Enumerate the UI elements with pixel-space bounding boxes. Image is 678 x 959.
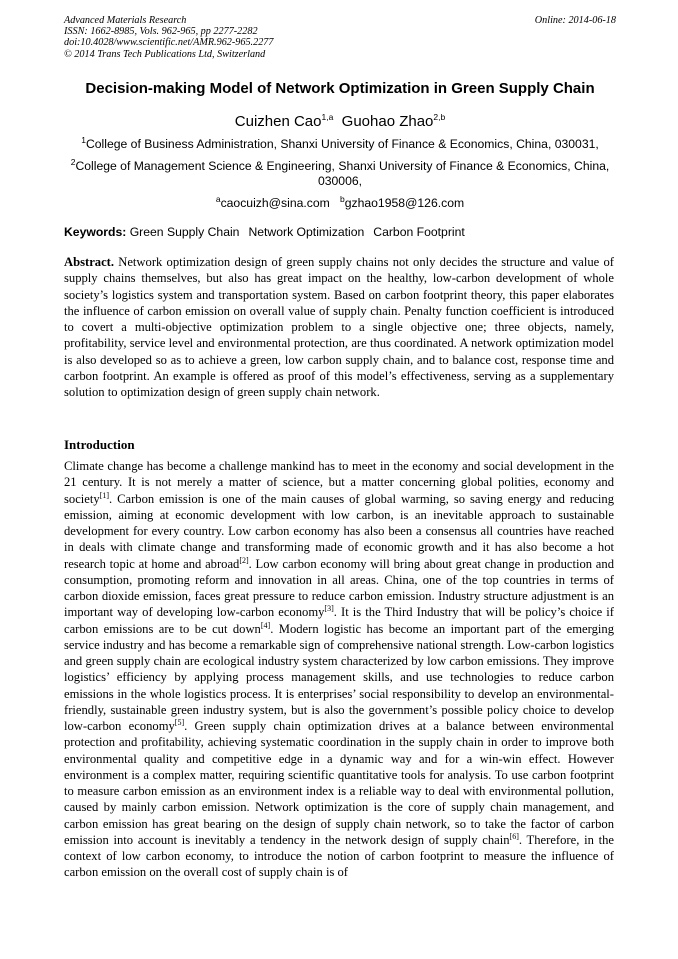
- keyword: Network Optimization: [248, 225, 365, 239]
- email-address[interactable]: gzhao1958@126.com: [344, 196, 465, 210]
- affiliation-1: [40, 134, 640, 152]
- author-affiliation-mark: 2,b: [433, 112, 446, 122]
- author-name: Cuizhen Cao: [234, 113, 322, 130]
- citation-mark[interactable]: [6]: [509, 831, 519, 841]
- affiliation-mark: 2: [70, 156, 76, 167]
- online-date: Online: 2014-06-18: [534, 15, 616, 26]
- abstract-text: Network optimization design of green supply chains not only decides the structure and value of supply chains themselves, but also has great impact on the healthy, low-carbon development of whole society’s logistics system and transportation system. Based on carbon footprint theory, this paper elaborates the influence of carbon emission on overall value of supply chain. Penalty function coefficient is introduced to covert a multi-objective optimization problem to a single objective one; three objects, namely, profitability, service level and environmental protection, are thus coordinated. A network optimization model is also developed so as to achieve a green, low carbon supply chain, and to balance cost, response time and carbon footprint. An example is offered as proof of this model’s effectiveness, serving as a supplementary solution to optimization design of green supply chain network.: [64, 255, 614, 400]
- abstract-label: Abstract.: [64, 255, 115, 269]
- paragraph-text: . Low carbon economy will bring about great change in production and consumption, promoting reform and innovation in all areas. China, one of the top countries in terms of carbon dioxide emission, faces great pressure to reduce carbon emission. Industry structure adjustment is an important way of developing low-carbon economy: [64, 556, 614, 620]
- affiliation-text: College of Management Science & Engineering, Shanxi University of Finance & Economics, China, 030006,: [75, 159, 610, 188]
- affiliation-text: College of Business Administration, Shanxi University of Finance & Economics, China, 030031,: [85, 137, 599, 151]
- journal-copyright: © 2014 Trans Tech Publications Ltd, Switzerland: [64, 48, 266, 60]
- author-name: Guohao Zhao: [341, 113, 434, 130]
- email-address[interactable]: caocuizh@sina.com: [220, 196, 330, 210]
- citation-mark[interactable]: [5]: [174, 717, 185, 727]
- paragraph-text: . Therefore, in the context of low carbon economy, to introduce the notion of carbon footprint to measure the influence of carbon emission on the overall cost of supply chain is of: [64, 832, 614, 880]
- introduction-paragraph: [64, 458, 614, 881]
- paper-title: Decision-making Model of Network Optimization in Green Supply Chain: [85, 80, 595, 97]
- affiliation-mark: 1: [81, 134, 86, 145]
- keyword: Carbon Footprint: [373, 225, 465, 239]
- paragraph-text: . It is the Third Industry that will be policy’s choice if carbon emissions are to be cut down: [64, 605, 614, 636]
- paragraph-text: . Carbon emission is one of the main causes of global warming, so saving energy and reducing emission, aiming at economic development with low carbon, is an inevitable approach to sustainable development for every country. Low carbon economy has also been a consensus all countries have reached in deals with climate change and transforming made of economic growth and it has also become a hot research topic at home and abroad: [64, 491, 614, 571]
- journal-doi: doi:10.4028/www.scientific.net/AMR.962-965.2277: [64, 37, 274, 49]
- author-affiliation-mark: 1,a: [321, 112, 334, 122]
- author-line: [40, 113, 640, 130]
- journal-name: Advanced Materials Research: [64, 15, 187, 26]
- journal-header: [64, 15, 616, 60]
- email-mark: a: [215, 193, 221, 204]
- citation-mark[interactable]: [2]: [239, 555, 249, 565]
- keywords-label: Keywords:: [64, 225, 127, 239]
- keywords-line: [64, 225, 465, 239]
- affiliation-2: [40, 156, 640, 189]
- citation-mark[interactable]: [4]: [260, 620, 271, 630]
- citation-mark[interactable]: [1]: [99, 490, 110, 500]
- keyword: Green Supply Chain: [129, 225, 240, 239]
- paragraph-text: . Modern logistic has become an important part of the emerging service industry and has become a remarkable sign of comprehensive national strength. Low-carbon logistics and green supply chain are ecological industry system characterized by low carbon emissions. They improve logistics’ efficiency by applying process management skills, and use technologies to reduce carbon emissions in the whole logistics process. It is enterprises’ social responsibility to develop an environmental-friendly, sustainable green industry system, but is also the government’s possible policy choice to develop low-carbon economy: [64, 621, 615, 733]
- paragraph-text: Climate change has become a challenge mankind has to meet in the economy and social development in the 21 century. It is not merely a matter of science, but a matter concerning global polities, economy and society: [64, 459, 614, 506]
- email-line: [40, 193, 640, 211]
- citation-mark[interactable]: [3]: [324, 604, 334, 614]
- section-heading-introduction: Introduction: [64, 437, 135, 452]
- email-mark: b: [339, 193, 345, 204]
- paragraph-text: . Green supply chain optimization drives at a balance between environmental protection and profitability, achieving systematic coordination in the supply chain in order to improve both environmental quality and competitive edge in a dynamic way and for a win-win effect. However environment is a complex matter, requiring scientific quantitative tools for analysis. To use carbon footprint to measure carbon emission as an environment index is a reliable way to deal with environmental pollution, caused by mainly carbon emission. Network optimization is the core of supply chain management, and carbon emission has great bearing on the design of supply chain network, so to take the factor of carbon emission into account is inevitably a tendency in the network design of supply chain: [64, 719, 614, 847]
- journal-issn: ISSN: 1662-8985, Vols. 962-965, pp 2277-2282: [64, 26, 258, 38]
- abstract: [64, 254, 614, 401]
